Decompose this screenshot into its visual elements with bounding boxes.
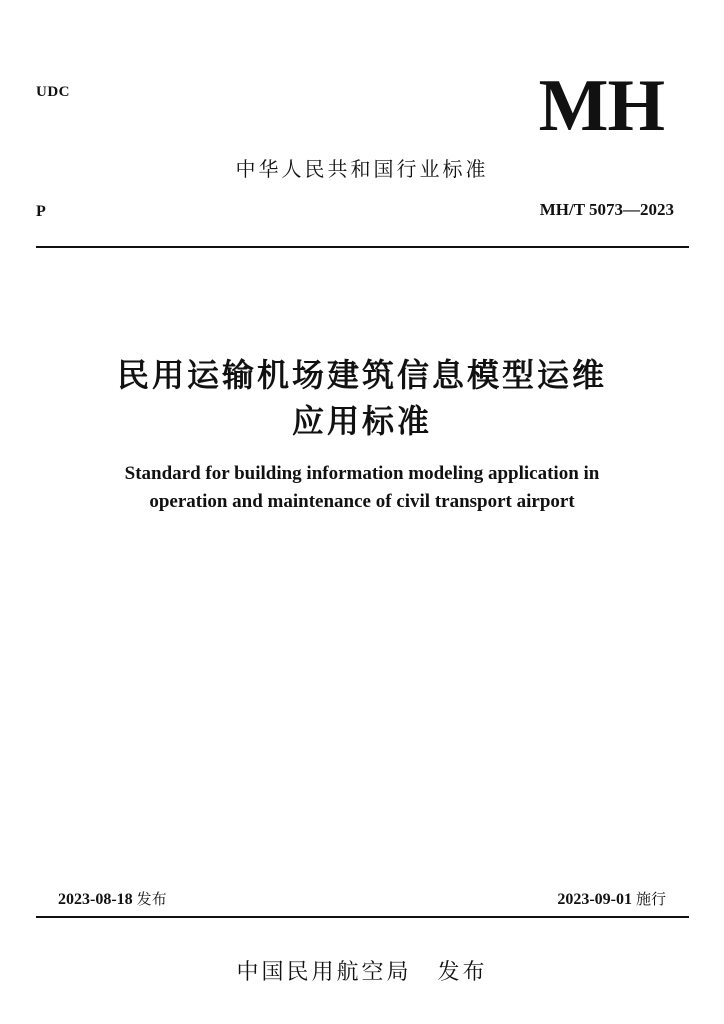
- bottom-divider: [36, 916, 689, 918]
- chinese-title-line-2: 应用标准: [291, 402, 432, 440]
- publisher-action: 发布: [437, 960, 488, 985]
- standard-type: [0, 153, 724, 182]
- implementation-date-block: [557, 888, 666, 909]
- standard-type-text: 中华人民共和国行业标准: [235, 157, 489, 181]
- english-title: [0, 460, 724, 516]
- udc-label: UDC: [36, 84, 70, 100]
- implementation-label: 施行: [635, 890, 666, 908]
- classification-code: P: [36, 203, 46, 220]
- publisher-line: [0, 955, 724, 986]
- implementation-date: 2023-09-01: [557, 891, 632, 908]
- mh-logo: MH: [538, 65, 664, 147]
- issue-date: 2023-08-18: [58, 891, 133, 908]
- top-divider: [36, 246, 689, 248]
- english-title-line-1: Standard for building information modeling application in: [124, 463, 600, 484]
- english-title-line-2: operation and maintenance of civil transport airport: [149, 491, 575, 512]
- publisher-name: 中国民用航空局: [236, 960, 412, 985]
- chinese-title-line-1: 民用运输机场建筑信息模型运维: [116, 356, 607, 394]
- issue-label: 发布: [136, 890, 167, 908]
- issue-date-block: [58, 888, 167, 909]
- standard-number: MH/T 5073—2023: [539, 200, 674, 219]
- chinese-title: [0, 352, 724, 444]
